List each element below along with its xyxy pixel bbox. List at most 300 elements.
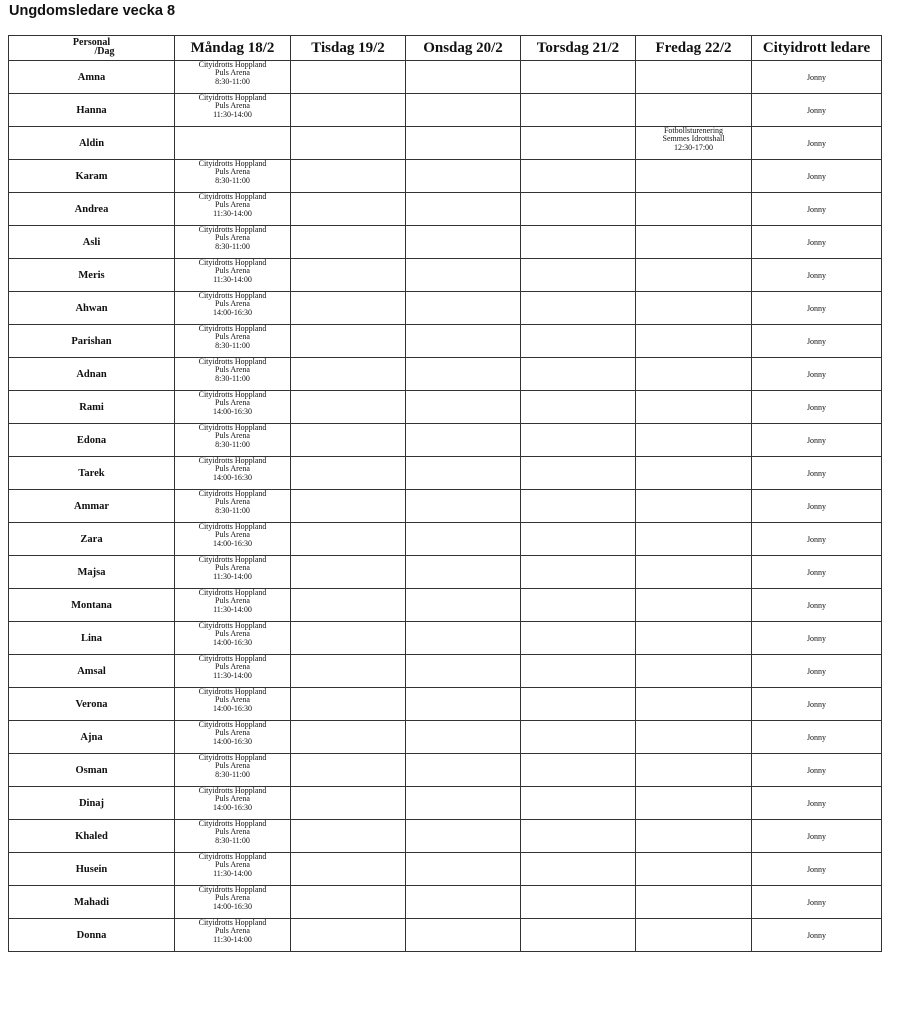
leader-cell: Jonny <box>752 490 882 523</box>
slot-time: 11:30-14:00 <box>213 571 252 581</box>
leader-cell: Jonny <box>752 259 882 292</box>
thursday-cell <box>521 886 636 919</box>
wednesday-cell <box>406 721 521 754</box>
person-name: Meris <box>9 259 175 292</box>
table-row <box>9 292 882 325</box>
slot-place: Puls Arena <box>215 860 250 870</box>
monday-cell <box>175 259 291 292</box>
wednesday-cell <box>406 688 521 721</box>
table-row <box>9 127 882 160</box>
monday-cell <box>175 292 291 325</box>
table-row <box>9 589 882 622</box>
tuesday-cell <box>291 94 406 127</box>
slot-time: 14:00-16:30 <box>212 703 253 713</box>
wednesday-cell <box>406 655 521 688</box>
table-row <box>9 391 882 424</box>
slot-activity: Cityidrotts Hoppland <box>198 357 267 366</box>
thursday-cell <box>521 655 636 688</box>
leader-cell: Jonny <box>752 94 882 127</box>
slot-time: 8:30-11:00 <box>215 241 250 251</box>
friday-cell <box>636 556 752 589</box>
table-row <box>9 457 882 490</box>
monday-cell <box>175 589 291 622</box>
person-name: Osman <box>9 754 175 787</box>
person-name: Rami <box>9 391 175 424</box>
thursday-cell <box>521 61 636 94</box>
slot-activity: Cityidrotts Hoppland <box>198 720 267 729</box>
slot-activity: Cityidrotts Hoppland <box>198 786 267 795</box>
monday-cell <box>175 523 291 556</box>
monday-cell <box>175 94 291 127</box>
slot-place: Puls Arena <box>215 695 250 705</box>
slot-place: Semmes Idrottshall <box>662 134 725 144</box>
leader-cell: Jonny <box>752 820 882 853</box>
wednesday-cell <box>406 160 521 193</box>
slot-activity: Cityidrotts Hoppland <box>198 258 267 267</box>
slot-place: Puls Arena <box>215 629 250 639</box>
page-title: Ungdomsledare vecka 8 <box>9 3 176 19</box>
slot-time: 8:30-11:00 <box>215 505 250 515</box>
table-row <box>9 754 882 787</box>
slot-activity: Cityidrotts Hoppland <box>198 423 267 432</box>
monday-cell <box>175 655 291 688</box>
wednesday-cell <box>406 61 521 94</box>
thursday-cell <box>521 589 636 622</box>
table-row <box>9 556 882 589</box>
person-name: Tarek <box>9 457 175 490</box>
slot-time: 14:00-16:30 <box>212 538 253 548</box>
wednesday-cell <box>406 490 521 523</box>
slot-time: 14:00-16:30 <box>212 901 253 911</box>
person-name: Hanna <box>9 94 175 127</box>
friday-cell <box>636 226 752 259</box>
person-name: Montana <box>9 589 175 622</box>
table-row <box>9 688 882 721</box>
wednesday-cell <box>406 325 521 358</box>
slot-time: 11:30-14:00 <box>213 670 252 680</box>
friday-cell <box>636 655 752 688</box>
wednesday-cell <box>406 523 521 556</box>
monday-cell <box>175 721 291 754</box>
thursday-cell <box>521 193 636 226</box>
leader-cell: Jonny <box>752 787 882 820</box>
leader-cell: Jonny <box>752 193 882 226</box>
leader-cell: Jonny <box>752 391 882 424</box>
slot-time: 8:30-11:00 <box>215 175 250 185</box>
table-row <box>9 226 882 259</box>
tuesday-cell <box>291 787 406 820</box>
friday-cell <box>636 589 752 622</box>
friday-cell <box>636 490 752 523</box>
tuesday-cell <box>291 688 406 721</box>
slot-place: Puls Arena <box>215 926 250 936</box>
leader-cell: Jonny <box>752 226 882 259</box>
person-name: Verona <box>9 688 175 721</box>
slot-time: 8:30-11:00 <box>215 769 250 779</box>
corner-day-text: Dag <box>97 46 115 57</box>
table-row <box>9 61 882 94</box>
tuesday-cell <box>291 127 406 160</box>
monday-cell <box>175 193 291 226</box>
person-name: Andrea <box>9 193 175 226</box>
wednesday-cell <box>406 292 521 325</box>
wednesday-cell <box>406 193 521 226</box>
slot-activity: Cityidrotts Hoppland <box>198 192 267 201</box>
slot-activity: Cityidrotts Hoppland <box>198 555 267 564</box>
person-name: Husein <box>9 853 175 886</box>
person-name: Ajna <box>9 721 175 754</box>
wednesday-cell <box>406 391 521 424</box>
slot-time: 11:30-14:00 <box>213 109 252 119</box>
person-name: Parishan <box>9 325 175 358</box>
wednesday-cell <box>406 820 521 853</box>
slot-place: Puls Arena <box>215 596 250 606</box>
wednesday-cell <box>406 853 521 886</box>
friday-cell <box>636 886 752 919</box>
person-name: Amna <box>9 61 175 94</box>
thursday-cell <box>521 325 636 358</box>
slot-activity: Cityidrotts Hoppland <box>198 324 267 333</box>
wednesday-cell <box>406 886 521 919</box>
monday-cell <box>175 490 291 523</box>
slot-place: Puls Arena <box>215 266 250 276</box>
slot-place: Puls Arena <box>215 299 250 309</box>
table-row <box>9 919 882 952</box>
slot-time: 14:00-16:30 <box>212 736 253 746</box>
tuesday-cell <box>291 61 406 94</box>
slot-place: Puls Arena <box>215 167 250 177</box>
tuesday-cell <box>291 490 406 523</box>
slot-place: Puls Arena <box>215 662 250 672</box>
monday-cell <box>175 787 291 820</box>
tuesday-cell <box>291 424 406 457</box>
monday-cell <box>175 820 291 853</box>
slot-activity: Cityidrotts Hoppland <box>198 918 267 927</box>
table-row <box>9 523 882 556</box>
wednesday-cell <box>406 358 521 391</box>
thursday-cell <box>521 853 636 886</box>
thursday-cell <box>521 424 636 457</box>
tuesday-cell <box>291 358 406 391</box>
slot-place: Puls Arena <box>215 530 250 540</box>
tuesday-cell <box>291 391 406 424</box>
thursday-cell <box>521 919 636 952</box>
tuesday-cell <box>291 919 406 952</box>
thursday-cell <box>521 226 636 259</box>
wednesday-cell <box>406 226 521 259</box>
table-row <box>9 655 882 688</box>
monday-cell <box>175 160 291 193</box>
friday-cell <box>636 61 752 94</box>
slot-time: 12:30-17:00 <box>673 142 714 152</box>
slot-time: 8:30-11:00 <box>215 439 250 449</box>
friday-cell <box>636 919 752 952</box>
monday-cell <box>175 391 291 424</box>
tuesday-cell <box>291 622 406 655</box>
slot-place: Puls Arena <box>215 398 250 408</box>
slot-activity: Cityidrotts Hoppland <box>198 390 267 399</box>
monday-cell <box>175 61 291 94</box>
slot-activity: Cityidrotts Hoppland <box>198 522 267 531</box>
monday-cell <box>175 226 291 259</box>
leader-cell: Jonny <box>752 853 882 886</box>
slot-place: Puls Arena <box>215 200 250 210</box>
day-header-tuesday: Tisdag 19/2 <box>291 36 406 61</box>
wednesday-cell <box>406 556 521 589</box>
slot-activity: Cityidrotts Hoppland <box>198 225 267 234</box>
table-row <box>9 490 882 523</box>
monday-cell <box>175 853 291 886</box>
slot-activity: Cityidrotts Hoppland <box>198 819 267 828</box>
monday-cell <box>175 457 291 490</box>
slot-time: 11:30-14:00 <box>213 274 252 284</box>
wednesday-cell <box>406 754 521 787</box>
person-name: Lina <box>9 622 175 655</box>
monday-cell <box>175 556 291 589</box>
tuesday-cell <box>291 820 406 853</box>
slot-activity: Cityidrotts Hoppland <box>198 588 267 597</box>
friday-cell <box>636 622 752 655</box>
day-header-thursday: Torsdag 21/2 <box>521 36 636 61</box>
slot-time: 14:00-16:30 <box>212 472 253 482</box>
thursday-cell <box>521 688 636 721</box>
slot-place: Puls Arena <box>215 761 250 771</box>
thursday-cell <box>521 391 636 424</box>
slot-place: Puls Arena <box>215 233 250 243</box>
table-row <box>9 424 882 457</box>
slot-time: 8:30-11:00 <box>215 835 250 845</box>
leader-cell: Jonny <box>752 61 882 94</box>
thursday-cell <box>521 127 636 160</box>
table-row <box>9 820 882 853</box>
thursday-cell <box>521 490 636 523</box>
slot-activity: Cityidrotts Hoppland <box>198 489 267 498</box>
person-name: Ahwan <box>9 292 175 325</box>
leader-cell: Jonny <box>752 523 882 556</box>
wednesday-cell <box>406 589 521 622</box>
wednesday-cell <box>406 127 521 160</box>
slot-activity: Cityidrotts Hoppland <box>198 852 267 861</box>
monday-cell <box>175 358 291 391</box>
table-row <box>9 358 882 391</box>
friday-cell <box>636 160 752 193</box>
slot-place: Puls Arena <box>215 431 250 441</box>
slot-place: Puls Arena <box>215 827 250 837</box>
person-name: Zara <box>9 523 175 556</box>
leader-cell: Jonny <box>752 886 882 919</box>
monday-cell <box>175 424 291 457</box>
person-name: Khaled <box>9 820 175 853</box>
schedule-body <box>9 61 882 952</box>
leader-cell: Jonny <box>752 424 882 457</box>
monday-cell <box>175 622 291 655</box>
tuesday-cell <box>291 160 406 193</box>
person-name: Ammar <box>9 490 175 523</box>
tuesday-cell <box>291 292 406 325</box>
tuesday-cell <box>291 523 406 556</box>
header-row <box>9 36 882 61</box>
tuesday-cell <box>291 325 406 358</box>
friday-cell <box>636 325 752 358</box>
leader-cell: Jonny <box>752 622 882 655</box>
leader-cell: Jonny <box>752 655 882 688</box>
friday-cell <box>636 523 752 556</box>
friday-cell <box>636 94 752 127</box>
thursday-cell <box>521 457 636 490</box>
leader-cell: Jonny <box>752 325 882 358</box>
leader-cell: Jonny <box>752 754 882 787</box>
slot-activity: Cityidrotts Hoppland <box>198 159 267 168</box>
slot-time: 8:30-11:00 <box>215 76 250 86</box>
friday-cell <box>636 424 752 457</box>
slot-activity: Cityidrotts Hoppland <box>198 753 267 762</box>
table-row <box>9 94 882 127</box>
slot-time: 11:30-14:00 <box>213 208 252 218</box>
wednesday-cell <box>406 919 521 952</box>
monday-cell <box>175 919 291 952</box>
wednesday-cell <box>406 787 521 820</box>
slot-place: Puls Arena <box>215 365 250 375</box>
thursday-cell <box>521 622 636 655</box>
slot-activity: Cityidrotts Hoppland <box>198 654 267 663</box>
tuesday-cell <box>291 556 406 589</box>
wednesday-cell <box>406 622 521 655</box>
monday-cell <box>175 127 291 160</box>
day-header-friday: Fredag 22/2 <box>636 36 752 61</box>
thursday-cell <box>521 820 636 853</box>
leader-cell: Jonny <box>752 160 882 193</box>
slot-activity: Cityidrotts Hoppland <box>198 93 267 102</box>
person-name: Edona <box>9 424 175 457</box>
person-name: Aldin <box>9 127 175 160</box>
wednesday-cell <box>406 259 521 292</box>
friday-cell <box>636 358 752 391</box>
tuesday-cell <box>291 655 406 688</box>
friday-cell <box>636 193 752 226</box>
slot-time: 14:00-16:30 <box>212 802 253 812</box>
slot-place: Puls Arena <box>215 68 250 78</box>
tuesday-cell <box>291 721 406 754</box>
slot-place: Puls Arena <box>215 563 250 573</box>
monday-cell <box>175 325 291 358</box>
day-header-monday: Måndag 18/2 <box>175 36 291 61</box>
thursday-cell <box>521 523 636 556</box>
monday-cell <box>175 688 291 721</box>
leader-cell: Jonny <box>752 457 882 490</box>
slot-place: Puls Arena <box>215 464 250 474</box>
leader-cell: Jonny <box>752 688 882 721</box>
thursday-cell <box>521 292 636 325</box>
corner-personal-label: Personal <box>72 37 111 48</box>
thursday-cell <box>521 94 636 127</box>
table-row <box>9 259 882 292</box>
slot-place: Puls Arena <box>215 497 250 507</box>
table-row <box>9 787 882 820</box>
tuesday-cell <box>291 193 406 226</box>
person-name: Mahadi <box>9 886 175 919</box>
friday-cell <box>636 391 752 424</box>
slot-time: 8:30-11:00 <box>215 340 250 350</box>
leader-cell: Jonny <box>752 127 882 160</box>
slot-activity: Cityidrotts Hoppland <box>198 687 267 696</box>
person-name: Amsal <box>9 655 175 688</box>
slot-time: 14:00-16:30 <box>212 637 253 647</box>
table-row <box>9 325 882 358</box>
friday-cell <box>636 787 752 820</box>
thursday-cell <box>521 721 636 754</box>
friday-cell <box>636 259 752 292</box>
wednesday-cell <box>406 457 521 490</box>
person-name: Dinaj <box>9 787 175 820</box>
thursday-cell <box>521 358 636 391</box>
friday-cell <box>636 688 752 721</box>
slot-place: Puls Arena <box>215 728 250 738</box>
slot-time: 14:00-16:30 <box>212 406 253 416</box>
slot-activity: Cityidrotts Hoppland <box>198 885 267 894</box>
person-name: Adnan <box>9 358 175 391</box>
leader-cell: Jonny <box>752 919 882 952</box>
slot-place: Puls Arena <box>215 101 250 111</box>
friday-cell <box>636 292 752 325</box>
corner-day-label: /Dag <box>94 46 115 57</box>
leader-cell: Jonny <box>752 556 882 589</box>
slot-time: 14:00-16:30 <box>212 307 253 317</box>
tuesday-cell <box>291 259 406 292</box>
tuesday-cell <box>291 226 406 259</box>
person-name: Karam <box>9 160 175 193</box>
person-name: Majsa <box>9 556 175 589</box>
thursday-cell <box>521 787 636 820</box>
table-row <box>9 721 882 754</box>
day-header-wednesday: Onsdag 20/2 <box>406 36 521 61</box>
thursday-cell <box>521 754 636 787</box>
leader-cell: Jonny <box>752 292 882 325</box>
slot-activity: Fotbollsturenering <box>663 126 724 135</box>
slot-time: 8:30-11:00 <box>215 373 250 383</box>
thursday-cell <box>521 259 636 292</box>
friday-cell <box>636 754 752 787</box>
slot-time: 11:30-14:00 <box>213 868 252 878</box>
leader-cell: Jonny <box>752 358 882 391</box>
table-row <box>9 886 882 919</box>
table-row <box>9 160 882 193</box>
slot-activity: Cityidrotts Hoppland <box>198 456 267 465</box>
monday-cell <box>175 754 291 787</box>
table-row <box>9 193 882 226</box>
friday-cell <box>636 457 752 490</box>
leader-cell: Jonny <box>752 721 882 754</box>
slot-activity: Cityidrotts Hoppland <box>198 291 267 300</box>
table-row <box>9 853 882 886</box>
leader-header: Cityidrott ledare <box>752 36 882 61</box>
person-name: Asli <box>9 226 175 259</box>
thursday-cell <box>521 556 636 589</box>
leader-cell: Jonny <box>752 589 882 622</box>
slot-place: Puls Arena <box>215 332 250 342</box>
friday-cell <box>636 127 752 160</box>
friday-cell <box>636 820 752 853</box>
slot-time: 11:30-14:00 <box>213 934 252 944</box>
tuesday-cell <box>291 853 406 886</box>
slot-place: Puls Arena <box>215 893 250 903</box>
tuesday-cell <box>291 589 406 622</box>
person-name: Donna <box>9 919 175 952</box>
tuesday-cell <box>291 457 406 490</box>
slot-activity: Cityidrotts Hoppland <box>198 60 267 69</box>
corner-header <box>9 36 175 61</box>
slot-place: Puls Arena <box>215 794 250 804</box>
wednesday-cell <box>406 424 521 457</box>
